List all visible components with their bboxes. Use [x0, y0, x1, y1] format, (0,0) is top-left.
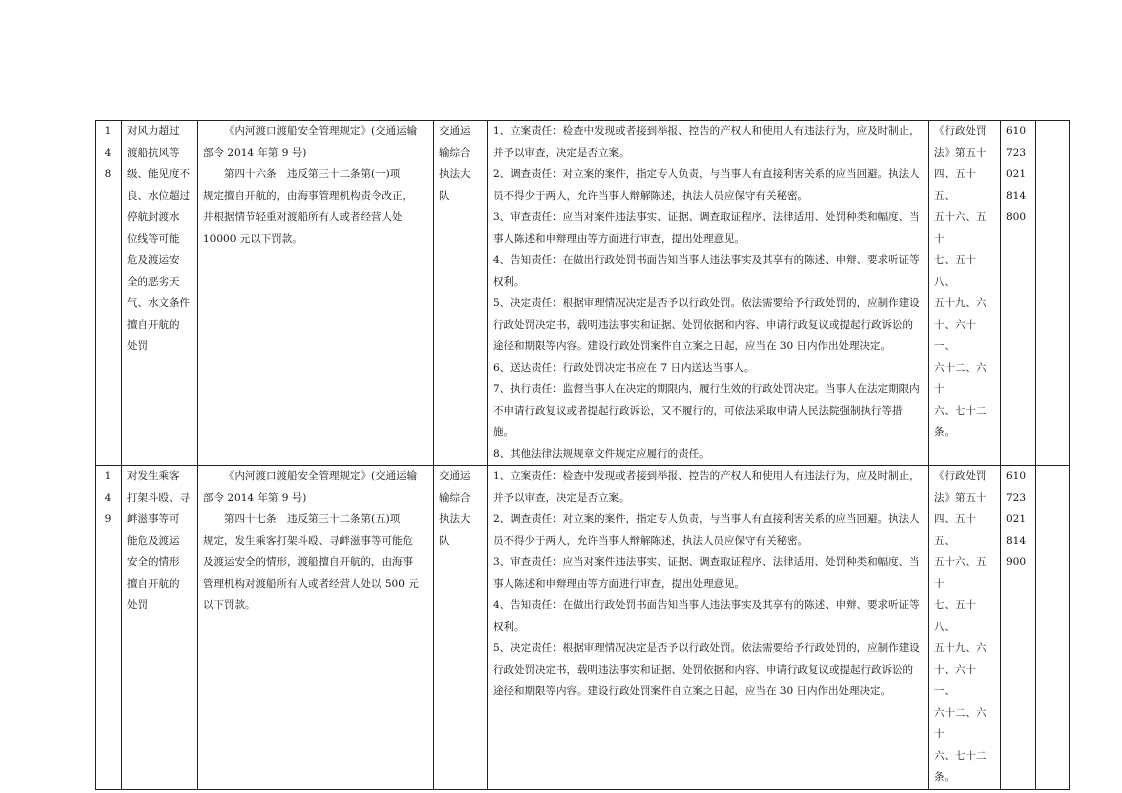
- row-number-line: 14: [104, 470, 113, 504]
- legal-basis-line: 《内河渡口渡船安全管理规定》(交通运输: [224, 125, 418, 137]
- row-number-cell: [96, 466, 122, 790]
- code-cell: [1001, 466, 1036, 790]
- item-name-line: 处罚: [127, 599, 148, 611]
- code-line: 723: [1006, 146, 1027, 159]
- row-number-line: 14: [104, 125, 113, 159]
- penalty-law-line: 四、五十五、: [934, 513, 976, 547]
- penalty-law-line: 四、五十五、: [934, 168, 976, 202]
- duty-line: 3、审查责任：应当对案件违法事实、证据、调查取证程序、法律适用、处罚种类和幅度、当: [493, 211, 920, 223]
- legal-basis-line: 并根据情节轻重对渡船所有人或者经营人处: [203, 211, 403, 223]
- duty-line: 事人陈述和申辩理由等方面进行审查，提出处理意见。: [493, 232, 745, 245]
- penalty-law-line: 条。: [934, 426, 955, 438]
- item-name-line: 能危及渡运: [127, 534, 180, 547]
- department-line: 队: [439, 189, 450, 202]
- duty-line: 8、其他法律法规规章文件规定应履行的责任。: [493, 447, 710, 460]
- table-body: [96, 121, 1070, 790]
- item-name-line: 渡船抗风等: [127, 146, 180, 159]
- remark-cell: [1036, 466, 1070, 790]
- table-row: [96, 466, 1070, 790]
- item-name-line: 级、能见度不: [127, 168, 190, 180]
- penalty-law-line: 五十六、五十: [934, 211, 987, 245]
- department-line: 交通运: [439, 470, 471, 482]
- legal-basis-line: 以下罚款。: [203, 599, 256, 611]
- row-number-line: 8: [104, 168, 113, 180]
- item-name-line: 处罚: [127, 340, 148, 352]
- duty-line: 不申请行政复议或者提起行政诉讼，又不履行的，可依法采取申请人民法院强制执行等措施。: [493, 404, 903, 438]
- item-name-line: 打架斗殴、寻: [127, 491, 190, 504]
- legal-basis-line: 规定擅自开航的，由海事管理机构责令改正，: [203, 189, 413, 202]
- item-name-cell: [122, 466, 198, 790]
- department-line: 执法大: [439, 513, 471, 525]
- penalty-law-line: 七、五十八、: [934, 599, 976, 633]
- duty-line: 员不得少于两人，允许当事人辩解陈述，执法人员应保守有关秘密。: [493, 534, 808, 547]
- department-line: 交通运: [439, 125, 471, 137]
- legal-basis-line: 第四十七条 违反第三十二条第(五)项: [224, 513, 401, 525]
- duty-line: 并予以审查，决定是否立案。: [493, 491, 630, 504]
- legal-basis-line: 《内河渡口渡船安全管理规定》(交通运输: [224, 470, 418, 482]
- duty-line: 5、决定责任：根据审理情况决定是否予以行政处罚。依法需要给予行政处罚的，应制作建设: [493, 297, 920, 309]
- code-line: 814: [1006, 189, 1027, 202]
- item-name-line: 位线等可能: [127, 232, 180, 245]
- duty-line: 6、送达责任：行政处罚决定书应在 7 日内送达当事人。: [493, 361, 755, 374]
- duty-cell: [488, 121, 929, 466]
- duty-line: 2、调查责任：对立案的案件，指定专人负责，与当事人有直接利害关系的应当回避。执法人: [493, 513, 920, 525]
- duty-line: 4、告知责任：在做出行政处罚书面告知当事人违法事实及其享有的陈述、申辩、要求听证等: [493, 254, 920, 266]
- penalty-law-line: 五十九、六: [934, 297, 987, 309]
- row-number-cell: [96, 121, 122, 466]
- legal-basis-cell: [198, 466, 434, 790]
- duty-line: 3、审查责任：应当对案件违法事实、证据、调查取证程序、法律适用、处罚种类和幅度、当: [493, 556, 920, 568]
- item-name-cell: [122, 121, 198, 466]
- code-line: 610: [1006, 125, 1027, 137]
- penalty-law-line: 五十六、五十: [934, 556, 987, 590]
- legal-basis-line: 及渡运安全的情形，渡船擅自开航的，由海事: [203, 556, 413, 568]
- duty-line: 权利。: [493, 275, 525, 288]
- remark-cell: [1036, 121, 1070, 466]
- duty-line: 7、执行责任：监督当事人在决定的期限内，履行生效的行政处罚决定。当事人在法定期限内: [493, 383, 920, 395]
- legal-basis-line: 部令 2014 年第 9 号): [203, 491, 307, 504]
- department-line: 队: [439, 534, 450, 547]
- code-cell: [1001, 121, 1036, 466]
- penalty-law-line: 法》第五十: [934, 491, 987, 504]
- item-name-line: 衅滋事等可: [127, 513, 180, 525]
- legal-basis-line: 管理机构对渡船所有人或者经营人处以 500 元: [203, 577, 419, 590]
- code-line: 814: [1006, 534, 1027, 547]
- code-line: 021: [1006, 168, 1027, 180]
- legal-basis-line: 10000 元以下罚款。: [203, 232, 303, 245]
- item-name-line: 对风力超过: [127, 125, 180, 137]
- duty-line: 行政处罚决定书，载明违法事实和证据、处罚依据和内容、申请行政复议或提起行政诉讼的: [493, 663, 913, 676]
- table-row: [96, 121, 1070, 466]
- legal-basis-cell: [198, 121, 434, 466]
- penalty-law-line: 《行政处罚: [934, 125, 987, 137]
- penalty-law-cell: [929, 121, 1001, 466]
- code-line: 800: [1006, 211, 1027, 223]
- legal-basis-line: 规定，发生乘客打架斗殴、寻衅滋事等可能危: [203, 534, 413, 547]
- item-name-line: 全的恶劣天: [127, 275, 180, 288]
- item-name-line: 擅自开航的: [127, 318, 180, 331]
- legal-basis-line: 第四十六条 违反第三十二条第(一)项: [224, 168, 401, 180]
- duty-line: 员不得少于两人，允许当事人辩解陈述，执法人员应保守有关秘密。: [493, 189, 808, 202]
- department-line: 执法大: [439, 168, 471, 180]
- code-line: 021: [1006, 513, 1027, 525]
- item-name-line: 安全的情形: [127, 556, 180, 568]
- penalty-law-line: 六十二、六十: [934, 706, 987, 740]
- item-name-line: 良、水位超过: [127, 189, 190, 202]
- duty-line: 4、告知责任：在做出行政处罚书面告知当事人违法事实及其享有的陈述、申辩、要求听证等: [493, 599, 920, 611]
- penalty-law-line: 条。: [934, 771, 955, 783]
- code-line: 610: [1006, 470, 1027, 482]
- code-line: 723: [1006, 491, 1027, 504]
- penalty-law-line: 《行政处罚: [934, 470, 987, 482]
- legal-basis-line: 部令 2014 年第 9 号): [203, 146, 307, 159]
- duty-line: 1、立案责任：检查中发现或者接到举报、控告的产权人和使用人有违法行为，应及时制止，: [493, 470, 920, 482]
- department-cell: [434, 121, 488, 466]
- penalty-law-line: 六十二、六十: [934, 361, 987, 395]
- duty-line: 1、立案责任：检查中发现或者接到举报、控告的产权人和使用人有违法行为，应及时制止，: [493, 125, 920, 137]
- row-number-line: 9: [104, 513, 113, 525]
- penalty-law-line: 五十九、六: [934, 642, 987, 654]
- penalty-law-line: 十、六十一、: [934, 663, 976, 697]
- item-name-line: 危及渡运安: [127, 254, 180, 266]
- duty-line: 途径和期限等内容。建设行政处罚案件自立案之日起，应当在 30 日内作出处理决定。: [493, 340, 892, 352]
- item-name-line: 对发生乘客: [127, 470, 180, 482]
- penalty-law-cell: [929, 466, 1001, 790]
- responsibility-table: [95, 120, 1070, 790]
- item-name-line: 气、水文条件: [127, 297, 190, 309]
- duty-line: 权利。: [493, 620, 525, 633]
- duty-line: 行政处罚决定书，载明违法事实和证据、处罚依据和内容、申请行政复议或提起行政诉讼的: [493, 318, 913, 331]
- department-line: 输综合: [439, 146, 471, 159]
- duty-cell: [488, 466, 929, 790]
- duty-line: 5、决定责任：根据审理情况决定是否予以行政处罚。依法需要给予行政处罚的，应制作建设: [493, 642, 920, 654]
- duty-line: 2、调查责任：对立案的案件，指定专人负责，与当事人有直接利害关系的应当回避。执法人: [493, 168, 920, 180]
- duty-line: 并予以审查，决定是否立案。: [493, 146, 630, 159]
- duty-line: 事人陈述和申辩理由等方面进行审查，提出处理意见。: [493, 577, 745, 590]
- penalty-law-line: 六、七十二: [934, 749, 987, 762]
- penalty-law-line: 十、六十一、: [934, 318, 976, 352]
- penalty-law-line: 七、五十八、: [934, 254, 976, 288]
- item-name-line: 停航封渡水: [127, 211, 180, 223]
- item-name-line: 擅自开航的: [127, 577, 180, 590]
- duty-line: 途径和期限等内容。建设行政处罚案件自立案之日起，应当在 30 日内作出处理决定。: [493, 685, 892, 697]
- code-line: 900: [1006, 556, 1027, 568]
- penalty-law-line: 法》第五十: [934, 146, 987, 159]
- department-cell: [434, 466, 488, 790]
- department-line: 输综合: [439, 491, 471, 504]
- penalty-law-line: 六、七十二: [934, 404, 987, 417]
